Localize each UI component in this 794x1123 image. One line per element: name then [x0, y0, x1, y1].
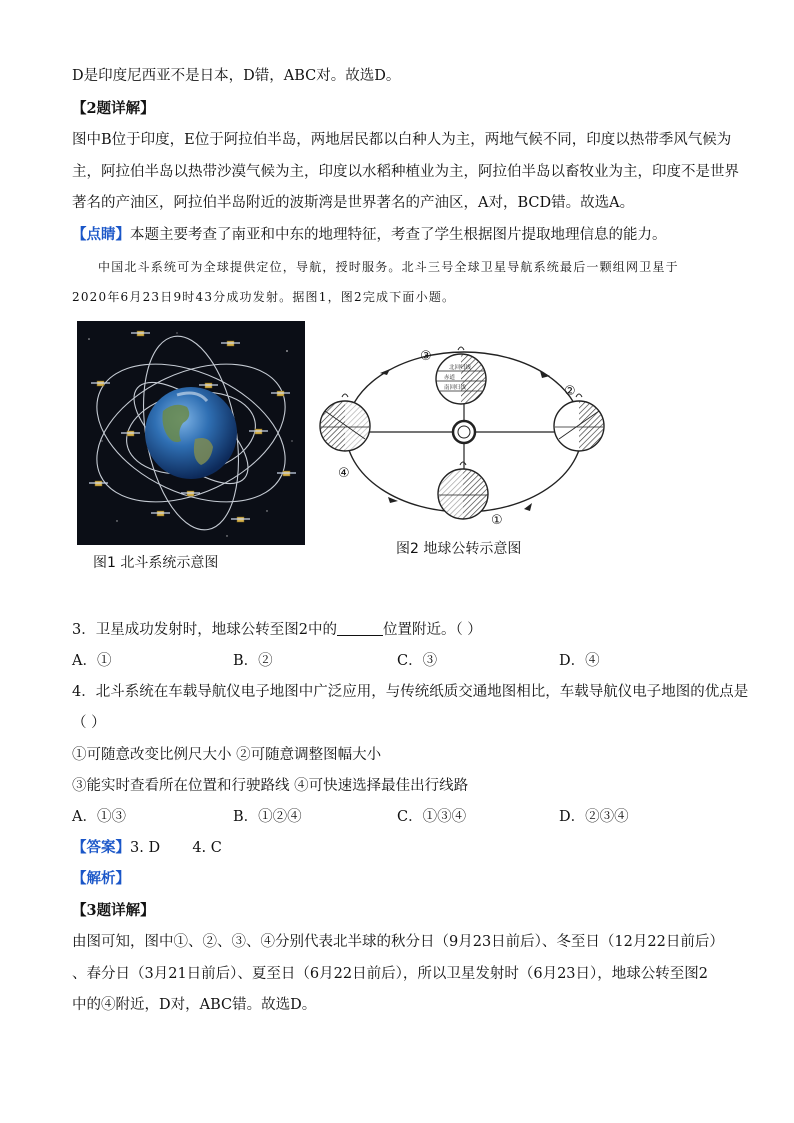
- text-line: 著名的产油区，阿拉伯半岛附近的波斯湾是世界著名的产油区，A对，BCD错。故选A。: [72, 195, 635, 211]
- earth-position-1: [438, 462, 488, 519]
- earth-position-3: [436, 347, 486, 404]
- answer-line: [72, 838, 222, 858]
- analysis-tag: 【解析】: [72, 870, 130, 887]
- q4-option-c: C．①③④: [397, 809, 467, 825]
- q4-option-a: A．①③: [72, 809, 126, 825]
- position-label-1: ①: [491, 513, 503, 528]
- text-line: 由图可知，图中①、②、③、④分别代表北半球的秋分日（9月23日前后）、冬至日（12月22日前后）: [72, 934, 724, 950]
- question-4-stem: 4．北斗系统在车载导航仪电子地图中广泛应用，与传统纸质交通地图相比，车载导航仪电子地图的优点是: [72, 684, 749, 700]
- q3-stem-b: 位置附近。（ ）: [382, 622, 482, 638]
- figure-2-caption: 图2 地球公转示意图: [396, 541, 522, 557]
- q3-stem-a: 3．卫星成功发射时，地球公转至图2中的: [72, 622, 337, 638]
- text-line: 主，阿拉伯半岛以热带沙漠气候为主，印度以水稻种植业为主，阿拉伯半岛以畜牧业为主，印度不是世界: [72, 164, 739, 180]
- intro-line: 中国北斗系统可为全球提供定位，导航，授时服务。北斗三号全球卫星导航系统最后一颗组网卫星于: [98, 260, 679, 274]
- question-4-paren: （ ）: [72, 715, 106, 731]
- orbit-diagram: [318, 335, 618, 535]
- q3-option-c: C．③: [397, 653, 438, 669]
- answer-text: 3. D 4. C: [130, 840, 222, 856]
- q3-option-a: A．①: [72, 653, 112, 669]
- text-line: 图中B位于印度，E位于阿拉伯半岛，两地居民都以白种人为主，两地气候不同，印度以热带季风气候为: [72, 132, 732, 148]
- dianjing-tag: 【点睛】: [72, 226, 130, 243]
- tropic-cancer-label: 北回归线: [449, 365, 472, 371]
- q4-items-line: ③能实时查看所在位置和行驶路线 ④可快速选择最佳出行线路: [72, 778, 469, 794]
- tropic-capricorn-label: 南回归线: [444, 385, 467, 391]
- dianjing-paragraph: [72, 225, 667, 245]
- answer-tag: 【答案】: [72, 839, 130, 856]
- beidou-system-image: [77, 321, 305, 545]
- intro-line: 2020年6月23日9时43分成功发射。据图1，图2完成下面小题。: [72, 290, 456, 304]
- section-heading-q2: 【2题详解】: [72, 100, 155, 117]
- q3-option-d: D．④: [559, 653, 600, 669]
- earth-position-4: [320, 394, 370, 451]
- text-line: D是印度尼西亚不是日本，D错，ABC对。故选D。: [72, 68, 401, 84]
- equator-label: 赤道: [444, 375, 456, 381]
- sun: [453, 421, 475, 443]
- answer-blank: [337, 621, 383, 636]
- q3-option-b: B．②: [233, 653, 273, 669]
- earth-revolution-diagram: [318, 335, 618, 539]
- figure-1-caption: 图1 北斗系统示意图: [93, 555, 219, 571]
- position-label-3: ③: [420, 349, 432, 364]
- section-heading-q3: 【3题详解】: [72, 902, 155, 919]
- position-label-2: ②: [564, 384, 576, 399]
- text-line: 、春分日（3月21日前后）、夏至日（6月22日前后），所以卫星发射时（6月23日），地球公转至图2: [72, 966, 708, 982]
- position-label-4: ④: [338, 466, 350, 481]
- q4-option-d: D．②③④: [559, 809, 629, 825]
- satellite-constellation-illustration: [77, 321, 305, 545]
- earth-position-2: [554, 394, 604, 451]
- text-line: 中的④附近，D对，ABC错。故选D。: [72, 997, 317, 1013]
- question-3-stem: [72, 620, 482, 640]
- dianjing-text: 本题主要考查了南亚和中东的地理特征，考查了学生根据图片提取地理信息的能力。: [130, 227, 667, 243]
- q4-option-b: B．①②④: [233, 809, 302, 825]
- q4-items-line: ①可随意改变比例尺大小 ②可随意调整图幅大小: [72, 747, 382, 763]
